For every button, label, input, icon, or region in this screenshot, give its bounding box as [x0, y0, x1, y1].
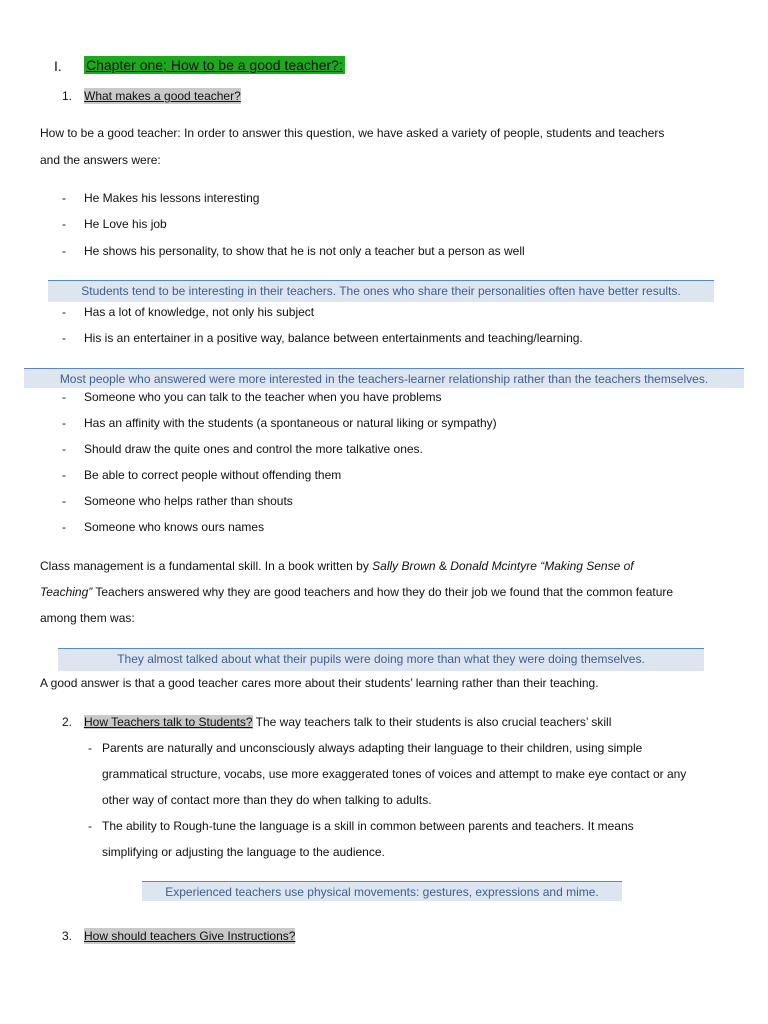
- bullet-line: Parents are naturally and unconsciously always adapting their language to their children, using simple: [102, 741, 643, 755]
- list-item: Should draw the quite ones and control the more talkative ones.: [84, 442, 423, 456]
- callout-relationship: Most people who answered were more interested in the teachers-learner relationship rather than the teachers themselves.: [24, 368, 744, 388]
- book-title: Teaching”: [40, 585, 93, 599]
- paragraph-line-1: [40, 558, 634, 574]
- list-item: Someone who knows ours names: [84, 520, 265, 534]
- section3-number: 3.: [62, 929, 73, 943]
- bullet-line: other way of contact more than they do when talking to adults.: [102, 793, 432, 807]
- list-item: His is an entertainer in a positive way, balance between entertainments and teaching/learning.: [84, 331, 583, 345]
- ampersand: &: [435, 559, 451, 573]
- bullet-dash: -: [62, 244, 66, 258]
- callout-pupils: They almost talked about what their pupils were doing more than what they were doing themselves.: [58, 648, 704, 671]
- bullet-dash: -: [62, 442, 66, 456]
- intro-line-1: How to be a good teacher: In order to answer this question, we have asked a variety of people, students and teachers: [40, 126, 665, 140]
- section2-title-rest: The way teachers talk to their students is also crucial teachers’ skill: [252, 715, 612, 729]
- bullet-line: simplifying or adjusting the language to the audience.: [102, 845, 385, 859]
- chapter-number: I.: [54, 58, 62, 74]
- bullet-line: The ability to Rough-tune the language is a skill in common between parents and teachers. It means: [102, 819, 634, 833]
- paragraph-line-3: among them was:: [40, 611, 135, 625]
- callout-students-interest: Students tend to be interesting in their teachers. The ones who share their personalities often have better results.: [48, 280, 714, 302]
- section2-number: 2.: [62, 715, 73, 729]
- paragraph-text: Class management is a fundamental skill. In a book written by: [40, 559, 373, 573]
- bullet-dash: -: [88, 819, 92, 833]
- callout-physical-movements: Experienced teachers use physical movements: gestures, expressions and mime.: [142, 881, 622, 901]
- paragraph-line-2: [40, 584, 673, 600]
- chapter-title: Chapter one; How to be a good teacher?:: [86, 57, 343, 73]
- list-item: Someone who you can talk to the teacher when you have problems: [84, 390, 442, 404]
- list-item: He shows his personality, to show that he is not only a teacher but a person as well: [84, 244, 525, 258]
- section2-heading: [84, 714, 611, 730]
- list-item: Be able to correct people without offending them: [84, 468, 342, 482]
- bullet-dash: -: [62, 416, 66, 430]
- intro-line-2: and the answers were:: [40, 153, 161, 167]
- list-item: Has an affinity with the students (a spontaneous or natural liking or sympathy): [84, 416, 497, 430]
- book-title: “Making Sense of: [536, 559, 634, 573]
- section2-title: How Teachers talk to Students?: [84, 715, 253, 729]
- bullet-line: grammatical structure, vocabs, use more exaggerated tones of voices and attempt to make eye contact or any: [102, 767, 687, 781]
- list-item: Has a lot of knowledge, not only his subject: [84, 305, 315, 319]
- bullet-dash: -: [62, 305, 66, 319]
- list-item: He Makes his lessons interesting: [84, 191, 260, 205]
- bullet-dash: -: [62, 468, 66, 482]
- author-name: Donald Mcintyre: [450, 559, 537, 573]
- bullet-dash: -: [62, 191, 66, 205]
- bullet-dash: -: [88, 741, 92, 755]
- section1-title: What makes a good teacher?: [84, 89, 241, 103]
- list-item: He Love his job: [84, 217, 167, 231]
- paragraph-text: Teachers answered why they are good teachers and how they do their job we found that the common feature: [92, 585, 674, 599]
- list-item: Someone who helps rather than shouts: [84, 494, 293, 508]
- bullet-dash: -: [62, 390, 66, 404]
- bullet-dash: -: [62, 520, 66, 534]
- bullet-dash: -: [62, 494, 66, 508]
- answer-line: A good answer is that a good teacher cares more about their students’ learning rather than their teaching.: [40, 676, 599, 690]
- section1-number: 1.: [62, 89, 73, 103]
- section3-title: How should teachers Give Instructions?: [84, 929, 296, 943]
- bullet-dash: -: [62, 331, 66, 345]
- author-name: Sally Brown: [372, 559, 436, 573]
- bullet-dash: -: [62, 217, 66, 231]
